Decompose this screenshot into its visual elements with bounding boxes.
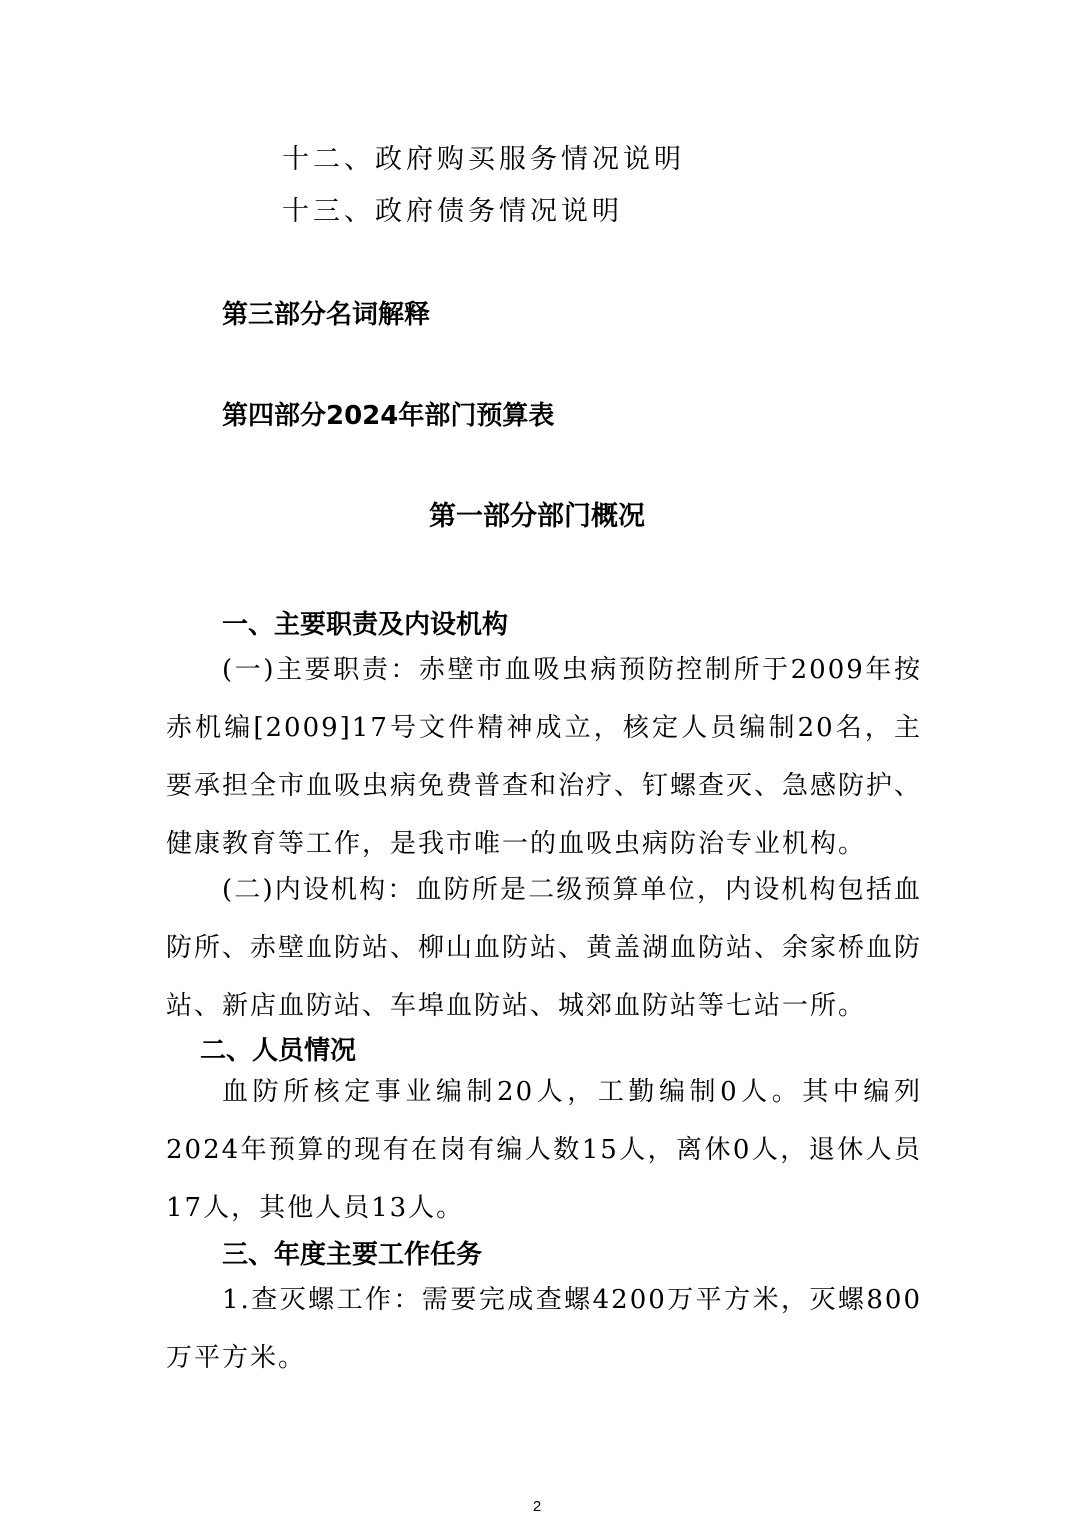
section2-heading: 二、人员情况 [200, 1036, 357, 1066]
section2-paragraph: 血防所核定事业编制20人，工勤编制0人。其中编列2024年预算的现有在岗有编人数15人，离休0人，退休人员17人，其他人员13人。 [166, 1077, 922, 1223]
section3-paragraph: 1.查灭螺工作：需要完成查螺4200万平方米，灭螺800万平方米。 [166, 1285, 922, 1373]
section1-paragraph-duties: (一)主要职责：赤壁市血吸虫病预防控制所于2009年按赤机编[2009]17号文件精神成立，核定人员编制20名，主要承担全市血吸虫病免费普查和治疗、钉螺查灭、急感防护、健康教育等工作，是我市唯一的血吸虫病防治专业机构。 [166, 655, 923, 859]
toc-part4-heading: 第四部分2024年部门预算表 [222, 401, 555, 431]
section1-heading: 一、主要职责及内设机构 [222, 610, 509, 640]
part1-title: 第一部分部门概况 [429, 501, 645, 532]
toc-item-13: 十三、政府债务情况说明 [282, 196, 623, 227]
toc-item-12: 十二、政府购买服务情况说明 [282, 144, 685, 175]
page-number: 2 [532, 1498, 542, 1515]
section1-paragraph-structure: (二)内设机构：血防所是二级预算单位，内设机构包括血防所、赤壁血防站、柳山血防站、黄盖湖血防站、余家桥血防站、新店血防站、车埠血防站、城郊血防站等七站一所。 [166, 875, 923, 1021]
toc-part3-heading: 第三部分名词解释 [222, 300, 431, 330]
section3-heading: 三、年度主要工作任务 [222, 1240, 483, 1270]
